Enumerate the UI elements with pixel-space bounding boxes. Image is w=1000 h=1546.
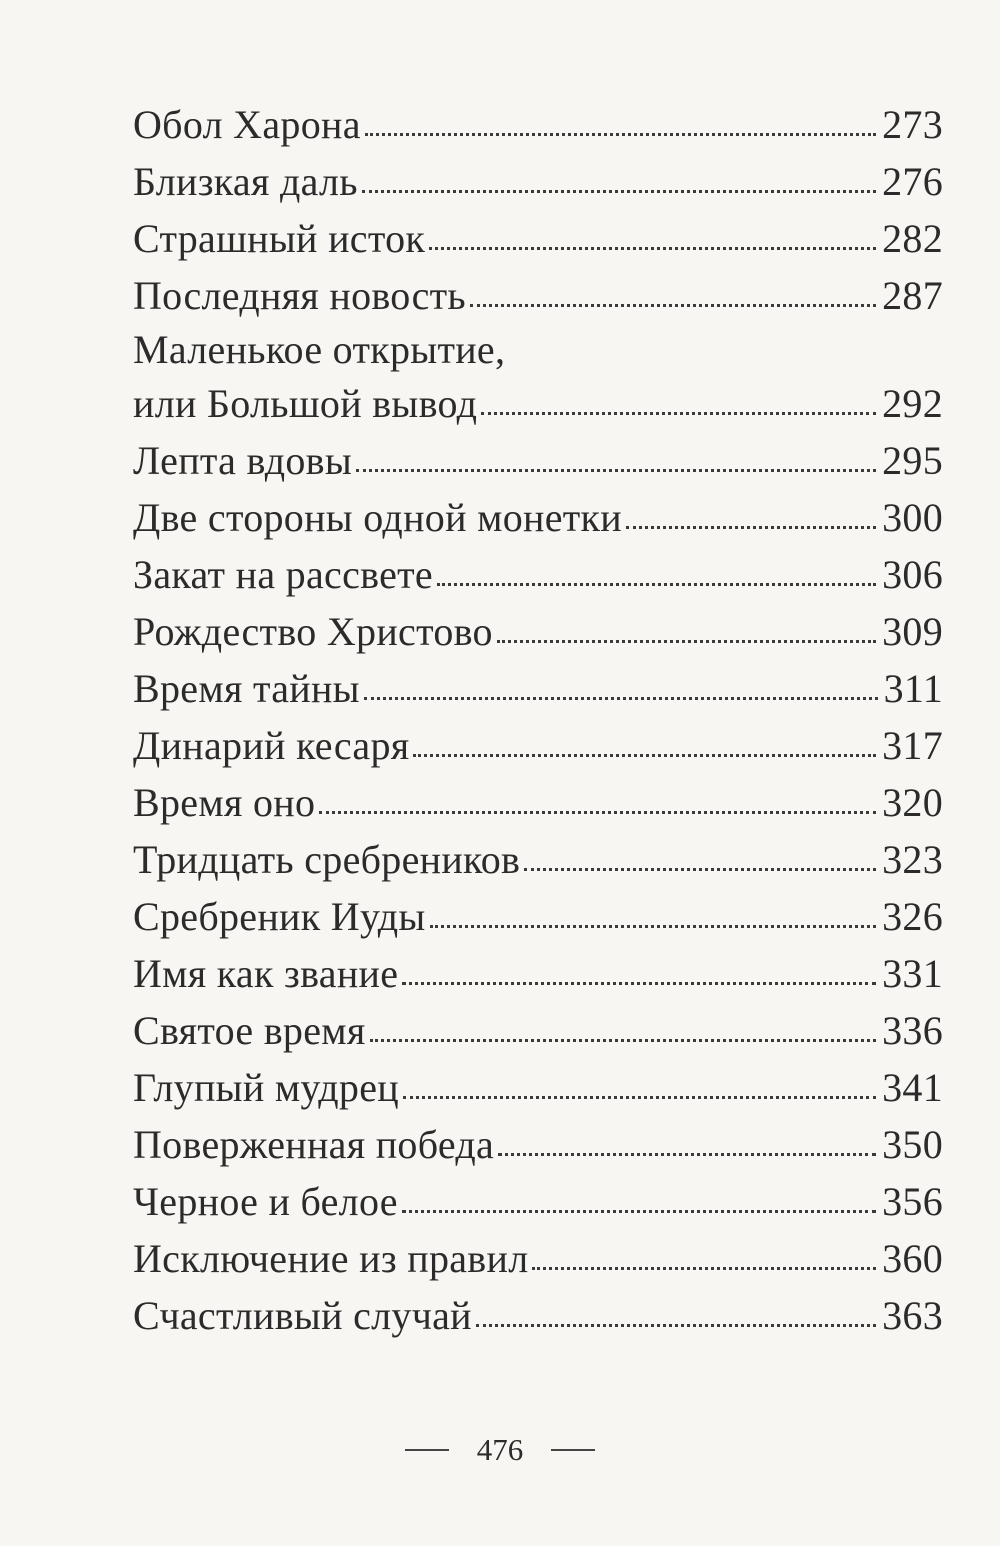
toc-entry-page: 311 — [883, 666, 943, 711]
toc-entry — [133, 96, 943, 153]
toc-entry-title: Счастливый случай — [133, 1293, 472, 1338]
toc-entry — [133, 546, 943, 603]
toc-entry — [133, 1116, 943, 1173]
dot-leader — [365, 133, 876, 136]
toc-entry-page: 273 — [882, 102, 943, 147]
dot-leader — [498, 1153, 876, 1156]
folio-dash-right — [551, 1449, 595, 1451]
toc-entry-page: 350 — [882, 1122, 943, 1167]
toc-entry — [133, 1230, 943, 1287]
toc-entry — [133, 324, 943, 432]
toc-entry-page: 295 — [882, 438, 943, 483]
toc-entry-title: Исключение из правил — [133, 1236, 529, 1281]
toc-entry — [133, 432, 943, 489]
dot-leader — [370, 1039, 877, 1042]
toc-entry-page: 363 — [882, 1293, 943, 1338]
toc-entry-page: 360 — [882, 1236, 943, 1281]
toc-entry-page: 331 — [882, 951, 943, 996]
toc-entry-page: 336 — [882, 1008, 943, 1053]
toc-entry-page: 276 — [882, 159, 943, 204]
page-number: 476 — [476, 1432, 524, 1467]
dot-leader — [356, 469, 876, 472]
table-of-contents — [133, 96, 943, 1344]
toc-entry — [133, 660, 943, 717]
toc-entry-title: Страшный исток — [133, 216, 426, 261]
dot-leader — [402, 982, 876, 985]
dot-leader — [362, 190, 876, 193]
toc-entry — [133, 267, 943, 324]
toc-entry-page: 287 — [882, 273, 943, 318]
dot-leader — [413, 754, 876, 757]
toc-entry-page: 292 — [882, 381, 943, 426]
toc-entry-title: Закат на рассвете — [133, 552, 433, 597]
toc-entry — [133, 1059, 943, 1116]
toc-entry-page: 326 — [882, 894, 943, 939]
toc-entry-page: 317 — [882, 723, 943, 768]
folio-dash-left — [405, 1449, 449, 1451]
toc-entry-title: Поверженная победа — [133, 1122, 495, 1167]
toc-entry-title: Сребреник Иуды — [133, 894, 426, 939]
toc-entry-page: 320 — [882, 780, 943, 825]
toc-entry-page: 341 — [882, 1065, 943, 1110]
toc-entry-page: 306 — [882, 552, 943, 597]
toc-entry — [133, 1287, 943, 1344]
dot-leader — [319, 811, 876, 814]
dot-leader — [364, 697, 878, 700]
toc-entry — [133, 717, 943, 774]
toc-entry-title: Время тайны — [133, 666, 360, 711]
dot-leader — [429, 247, 876, 250]
dot-leader — [476, 1324, 876, 1327]
dot-leader — [430, 925, 877, 928]
toc-entry-title: или Большой вывод — [133, 381, 478, 426]
toc-entry-title: Обол Харона — [133, 102, 361, 147]
dot-leader — [402, 1210, 876, 1213]
dot-leader — [470, 304, 876, 307]
toc-entry-title: Имя как звание — [133, 951, 399, 996]
toc-entry-page: 282 — [882, 216, 943, 261]
toc-entry-page: 309 — [882, 609, 943, 654]
dot-leader — [626, 526, 876, 529]
toc-entry — [133, 945, 943, 1002]
toc-entry-title: Тридцать сребреников — [133, 837, 521, 882]
dot-leader — [403, 1096, 876, 1099]
toc-entry-title: Рождество Христово — [133, 609, 493, 654]
toc-entry — [133, 489, 943, 546]
toc-entry-title: Близкая даль — [133, 159, 358, 204]
toc-entry-title: Лепта вдовы — [133, 438, 353, 483]
toc-entry-title: Время оно — [133, 780, 316, 825]
toc-entry-title: Две стороны одной монетки — [133, 495, 622, 540]
toc-entry — [133, 888, 943, 945]
toc-entry-title: Глупый мудрец — [133, 1065, 399, 1110]
toc-entry-title-line1: Маленькое открытие, — [133, 327, 506, 372]
dot-leader — [524, 868, 876, 871]
toc-entry — [133, 774, 943, 831]
toc-entry — [133, 153, 943, 210]
toc-entry-page: 356 — [882, 1179, 943, 1224]
page-folio — [0, 1432, 1000, 1468]
toc-entry-title: Святое время — [133, 1008, 366, 1053]
toc-entry-page: 300 — [882, 495, 943, 540]
dot-leader — [497, 640, 876, 643]
dot-leader — [481, 412, 876, 415]
toc-entry — [133, 1002, 943, 1059]
dot-leader — [532, 1267, 876, 1270]
toc-entry-title: Последняя новость — [133, 273, 466, 318]
toc-entry — [133, 210, 943, 267]
toc-entry-page: 323 — [882, 837, 943, 882]
toc-entry — [133, 603, 943, 660]
dot-leader — [437, 583, 876, 586]
toc-entry — [133, 831, 943, 888]
toc-entry-title: Черное и белое — [133, 1179, 398, 1224]
toc-entry — [133, 1173, 943, 1230]
toc-entry-title: Динарий кесаря — [133, 723, 410, 768]
